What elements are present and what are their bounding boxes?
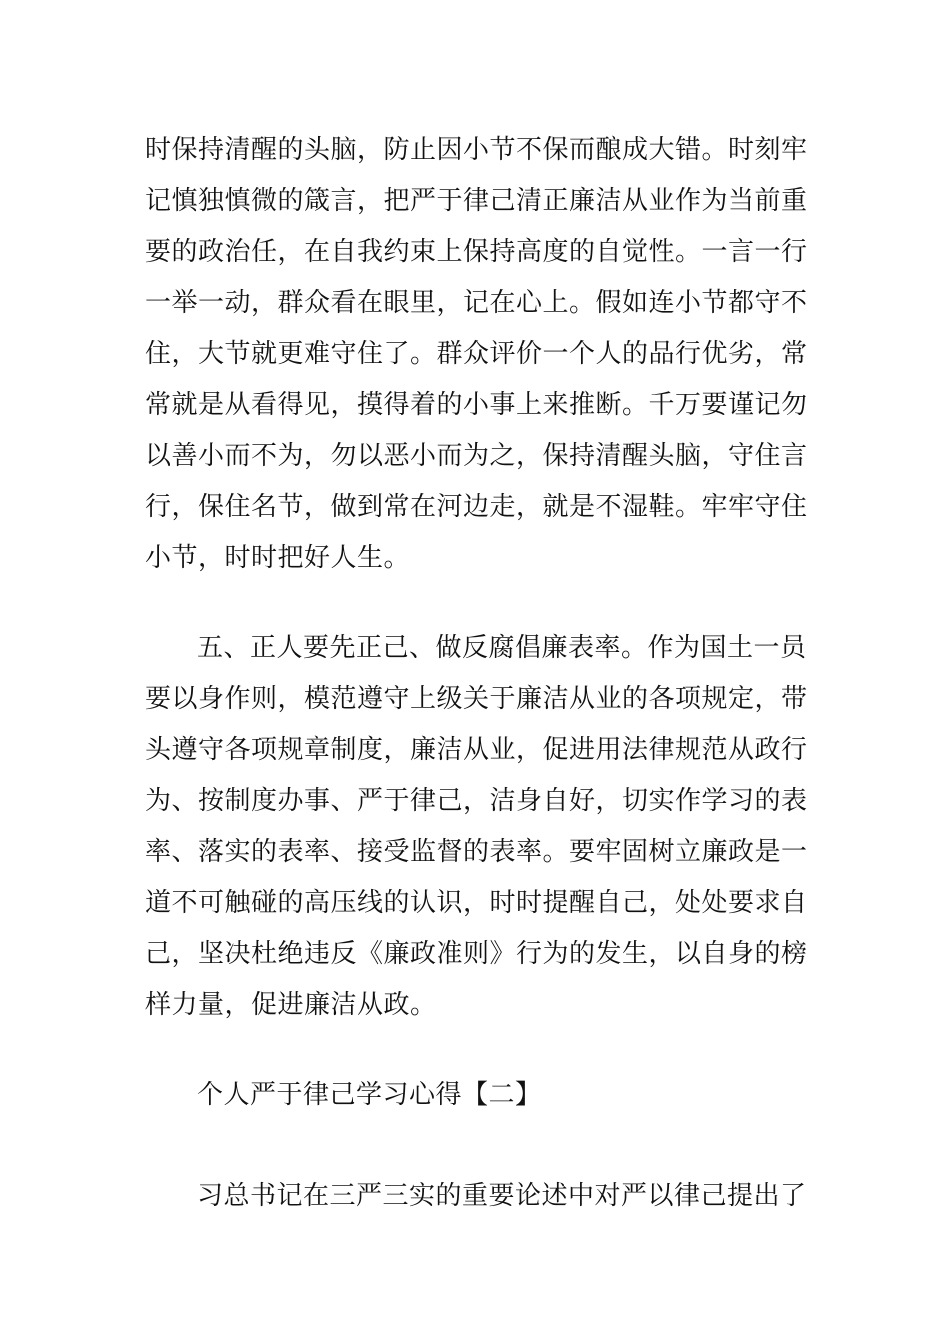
paragraph-1-line: 行，保住名节，做到常在河边走，就是不湿鞋。牢牢守住 [145,492,808,522]
section-heading: 个人严于律己学习心得【二】 [197,1080,542,1110]
paragraph-1-line: 时保持清醒的头脑，防止因小节不保而酿成大错。时刻牢 [145,135,808,165]
paragraph-2-line: 率、落实的表率、接受监督的表率。要牢固树立廉政是一 [145,837,808,867]
paragraph-2-line: 样力量，促进廉洁从政。 [145,990,437,1020]
paragraph-1-line: 要的政治任，在自我约束上保持高度的自觉性。一言一行 [145,237,808,267]
paragraph-1-line: 记慎独慎微的箴言，把严于律己清正廉洁从业作为当前重 [145,186,808,216]
paragraph-1-line: 小节，时时把好人生。 [145,543,411,573]
paragraph-2-line: 要以身作则，模范遵守上级关于廉洁从业的各项规定，带 [145,684,808,714]
paragraph-3-line: 习总书记在三严三实的重要论述中对严以律己提出了 [197,1181,807,1211]
paragraph-2-line: 五、正人要先正己、做反腐倡廉表率。作为国土一员 [197,633,807,663]
paragraph-2-line: 道不可触碰的高压线的认识，时时提醒自己，处处要求自 [145,888,808,918]
paragraph-2-line: 头遵守各项规章制度，廉洁从业，促进用法律规范从政行 [145,735,808,765]
paragraph-2-line: 为、按制度办事、严于律己，洁身自好，切实作学习的表 [145,786,808,816]
paragraph-1-line: 常就是从看得见，摸得着的小事上来推断。千万要谨记勿 [145,390,808,420]
paragraph-1-line: 住，大节就更难守住了。群众评价一个人的品行优劣，常 [145,339,808,369]
paragraph-1-line: 一举一动，群众看在眼里，记在心上。假如连小节都守不 [145,288,808,318]
paragraph-1-line: 以善小而不为，勿以恶小而为之，保持清醒头脑，守住言 [145,441,808,471]
paragraph-2-line: 己，坚决杜绝违反《廉政准则》行为的发生，以自身的榜 [145,939,808,969]
